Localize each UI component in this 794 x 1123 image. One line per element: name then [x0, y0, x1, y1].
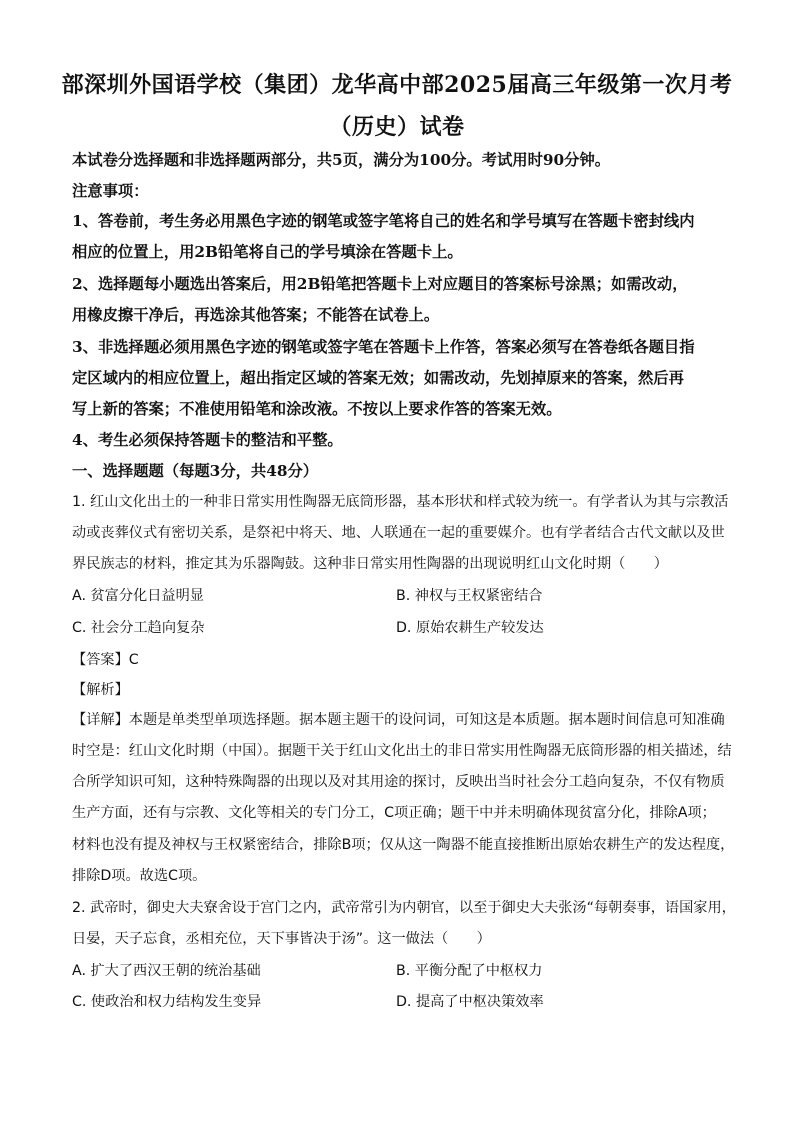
answer-value: C [128, 652, 139, 668]
notice-line: 1、答卷前，考生务必用黑色字迹的钢笔或签字笔将自己的姓名和学号填写在答题卡密封线内 [72, 212, 695, 230]
q2-stem-line: 日晏，天子忘食，丞相充位，天下事皆决于汤”。这一做法（ ） [72, 931, 491, 947]
q1-detail-line [72, 709, 736, 731]
intro-text: 本试卷分选择题和非选择题两部分，共5页，满分为100分。考试用时90分钟。 [72, 151, 611, 169]
notice-line: 定区域内的相应位置上，超出指定区域的答案无效；如需改动，先划掉原来的答案，然后再 [72, 369, 684, 387]
section-heading: 一、选择题题（每题3分，共48分） [72, 462, 319, 480]
notice-line: 2、选择题每小题选出答案后，用2B铅笔把答题卡上对应题目的答案标号涂黑；如需改动， [72, 275, 688, 293]
q1-option-c: C. 社会分工趋向复杂 [72, 620, 205, 636]
q2-option-c: C. 使政治和权力结构发生变异 [72, 994, 262, 1010]
q1-answer [72, 648, 736, 671]
q1-option-b: B. 神权与王权紧密结合 [396, 588, 543, 604]
q1-detail-line: 时空是：红山文化时期（中国）。据题干关于红山文化出土的非日常实用性陶器无底筒形器的相关描述，结 [72, 743, 732, 759]
notice-heading: 注意事项： [72, 182, 149, 200]
q1-detail-line: 合所学知识可知，这种特殊陶器的出现以及对其用途的探讨，反映出当时社会分工趋向复杂，不仅有物质 [72, 774, 725, 790]
q2-option-d: D. 提高了中枢决策效率 [396, 994, 544, 1010]
notice-line: 用橡皮擦干净后，再选涂其他答案；不能答在试卷上。 [72, 306, 440, 324]
analysis-tag: 【解析】 [72, 682, 129, 698]
notice-line: 4、考生必须保持答题卡的整洁和平整。 [72, 431, 343, 449]
q1-detail-line: 材料也没有提及神权与王权紧密结合，排除B项；仅从这一陶器不能直接推断出原始农耕生产的发达程度， [72, 837, 735, 853]
q1-stem-line: 动或丧葬仪式有密切关系，是祭祀中将天、地、人联通在一起的重要媒介。也有学者结合古代文献以及世 [72, 525, 725, 541]
q1-detail-line: 生产方面，还有与宗教、文化等相关的专门分工，C项正确；题干中并未明确体现贫富分化，排除A项； [72, 805, 716, 821]
exam-title-line1: 部深圳外国语学校（集团）龙华高中部2025届高三年级第一次月考 [61, 72, 733, 98]
q1-option-d: D. 原始农耕生产较发达 [396, 620, 544, 636]
notice-line: 写上新的答案；不准使用铅笔和涂改液。不按以上要求作答的答案无效。 [72, 400, 562, 418]
q2-option-b: B. 平衡分配了中枢权力 [396, 963, 543, 979]
q1-analysis-tag [72, 678, 736, 701]
q1-detail-line: 排除D项。故选C项。 [72, 868, 207, 884]
detail-text: 本题是单类型单项选择题。据本题主题干的设问词，可知这是本质题。据本题时间信息可知准确 [128, 712, 725, 728]
q2-stem-line: 2. 武帝时，御史大夫寮舍设于宫门之内，武帝常引为内朝官，以至于御史大夫张汤“每朝奏事，语国家用， [72, 900, 736, 916]
q1-option-a: A. 贫富分化日益明显 [72, 588, 204, 604]
notice-line: 3、非选择题必须用黑色字迹的钢笔或签字笔在答题卡上作答，答案必须写在答卷纸各题目指 [72, 338, 695, 356]
notice-line: 相应的位置上，用2B铅笔将自己的学号填涂在答题卡上。 [72, 243, 463, 261]
answer-tag: 【答案】 [72, 652, 129, 668]
detail-tag: 【详解】 [72, 712, 129, 728]
q2-option-a: A. 扩大了西汉王朝的统治基础 [72, 963, 261, 979]
q1-stem-line: 界民族志的材料，推定其为乐器陶鼓。这种非日常实用性陶器的出现说明红山文化时期（ ） [72, 556, 668, 572]
exam-title-line2: （历史）试卷 [329, 114, 465, 140]
q1-stem-line: 1. 红山文化出土的一种非日常实用性陶器无底筒形器，基本形状和样式较为统一。有学者认为其与宗教活 [72, 494, 729, 510]
